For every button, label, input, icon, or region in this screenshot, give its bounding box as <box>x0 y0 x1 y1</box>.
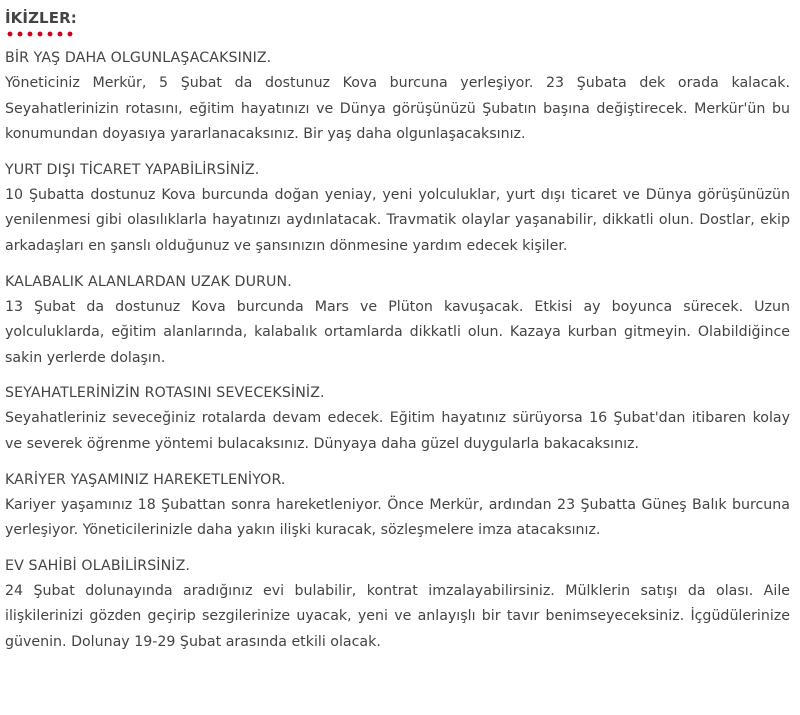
section-heading: SEYAHATLERİNİZİN ROTASINI SEVECEKSİNİZ. <box>5 385 325 402</box>
sign-title: İKİZLER: <box>5 9 77 27</box>
section-body: Seyahatleriniz seveceğiniz rotalarda devam edecek. Eğitim hayatınız sürüyorsa 16 Şubat'dan itibaren kolay ve severek öğrenme yöntemi bulacaksınız. Dünyaya daha güzel duygularla bakacaksınız. <box>5 410 790 452</box>
section-heading: KALABALIK ALANLARDAN UZAK DURUN. <box>5 273 292 290</box>
section-kariyer <box>5 468 790 544</box>
section-kalabalik-alanlar <box>5 270 790 372</box>
section-body: 10 Şubatta dostunuz Kova burcunda doğan yeniay, yeni yolculuklar, yurt dışı ticaret ve Dünya görüşünüzün yenilenmesi gibi olasılıklarla hayatınızı aydınlatacak. Travmatik olaylar yaşanabilir, dikkatli olun. Dostlar, ekip arkadaşları en şanslı olduğunuz ve şansınızın dönmesine yardım edecek kişiler. <box>5 186 790 254</box>
section-body: Yöneticiniz Merkür, 5 Şubat da dostunuz Kova burcuna yerleşiyor. 23 Şubata dek orada kalacak. Seyahatlerinizin rotasını, eğitim hayatınızı ve Dünya görüşünüzü Şubatın başına değiştirecek. Merkür'ün bu konumundan doyasıya yararlanacaksınız. Bir yaş daha olgunlaşacaksınız. <box>5 75 790 143</box>
section-heading: BİR YAŞ DAHA OLGUNLAŞACAKSINIZ. <box>5 50 272 66</box>
section-body: 13 Şubat da dostunuz Kova burcunda Mars ve Plüton kavuşacak. Etkisi ay boyunca sürecek. Uzun yolculuklarda, eğitim alanlarında, kalabalık ortamlarda dikkatli olun. Kazaya kurban gitmeyin. Olabildiğince sakin yerlerde dolaşın. <box>5 298 790 366</box>
section-yurt-disi-ticaret <box>5 158 790 260</box>
section-seyahat-rotasi <box>5 381 790 457</box>
section-heading: KARİYER YAŞAMINIZ HAREKETLENİYOR. <box>5 471 286 488</box>
section-olgunlasma <box>5 46 790 148</box>
section-body: 24 Şubat dolunayında aradığınız evi bulabilir, kontrat imzalayabilirsiniz. Mülklerin satışı da olası. Aile ilişkilerinizi gözden geçirip sezgilerinize uyacak, yeni ve anlayışlı bir tavır benimseyeceksiniz. İçgüdülerinize güvenin. Dolunay 19-29 Şubat arasında etkili olacak. <box>5 582 790 650</box>
section-heading: YURT DIŞI TİCARET YAPABİLİRSİNİZ. <box>5 161 260 178</box>
title-dotted-underline <box>5 31 75 37</box>
section-body: Kariyer yaşamınız 18 Şubattan sonra hareketleniyor. Önce Merkür, ardından 23 Şubatta Güneş Balık burcuna yerleşiyor. Yöneticilerinizle daha yakın ilişki kuracak, sözleşmelere imza atacaksınız. <box>5 496 790 539</box>
section-heading: EV SAHİBİ OLABİLİRSİNİZ. <box>5 557 191 574</box>
section-ev-sahibi <box>5 554 790 656</box>
